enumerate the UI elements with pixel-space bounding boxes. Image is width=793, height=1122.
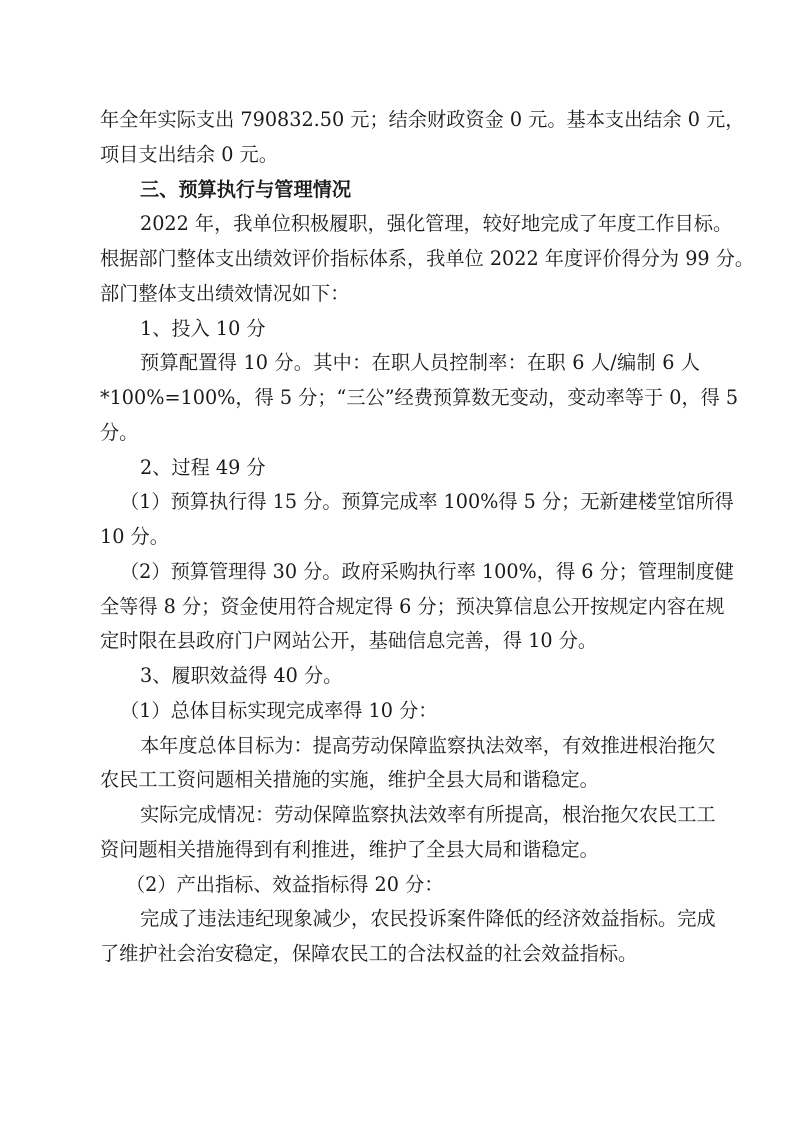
- text-line: 部门整体支出绩效情况如下：: [100, 281, 350, 305]
- text-line: 年全年实际支出 790832.50 元；结余财政资金 0 元。基本支出结余 0 元，: [100, 108, 745, 131]
- text-line: 3、履职效益得 40 分。: [140, 664, 343, 687]
- text-line: 定时限在县政府门户网站公开，基础信息完善，得 10 分。: [100, 629, 598, 653]
- text-line: 本年度总体目标为：提高劳动保障监察执法效率，有效推进根治拖欠: [140, 733, 716, 757]
- text-line: 2、过程 49 分: [140, 455, 266, 479]
- text-line: 分。: [100, 420, 139, 444]
- section-heading: 三、预算执行与管理情况: [140, 177, 352, 201]
- text-line: 农民工工资问题相关措施的实施，维护全县大局和谐稳定。: [100, 768, 599, 792]
- text-line: 完成了违法违纪现象减少，农民投诉案件降低的经济效益指标。完成: [140, 907, 716, 931]
- text-line: （1）总体目标实现完成率得 10 分：: [120, 698, 438, 722]
- text-line: 全等得 8 分；资金使用符合规定得 6 分；预决算信息公开按规定内容在规: [100, 594, 725, 618]
- text-line: 2022 年，我单位积极履职，强化管理，较好地完成了年度工作目标。: [140, 212, 733, 236]
- text-line: 预算配置得 10 分。其中：在职人员控制率：在职 6 人/编制 6 人: [140, 351, 700, 375]
- text-line: （2）产出指标、效益指标得 20 分：: [126, 872, 444, 896]
- text-line: （1）预算执行得 15 分。预算完成率 100%得 5 分；无新建楼堂馆所得: [120, 490, 734, 514]
- text-line: *100%=100%，得 5 分；“三公”经费预算数无变动，变动率等于 0，得 5: [100, 386, 739, 409]
- text-line: 1、投入 10 分: [140, 316, 266, 340]
- text-line: 实际完成情况：劳动保障监察执法效率有所提高，根治拖欠农民工工: [140, 803, 716, 826]
- text-line: 项目支出结余 0 元。: [100, 142, 278, 166]
- text-line: 10 分。: [100, 525, 169, 548]
- text-line: （2）预算管理得 30 分。政府采购执行率 100%，得 6 分；管理制度健: [120, 559, 734, 583]
- text-line: 资问题相关措施得到有利推进，维护了全县大局和谐稳定。: [100, 837, 599, 861]
- text-line: 了维护社会治安稳定，保障农民工的合法权益的社会效益指标。: [100, 942, 638, 965]
- text-line: 根据部门整体支出绩效评价指标体系，我单位 2022 年度评价得分为 99 分。: [100, 247, 755, 270]
